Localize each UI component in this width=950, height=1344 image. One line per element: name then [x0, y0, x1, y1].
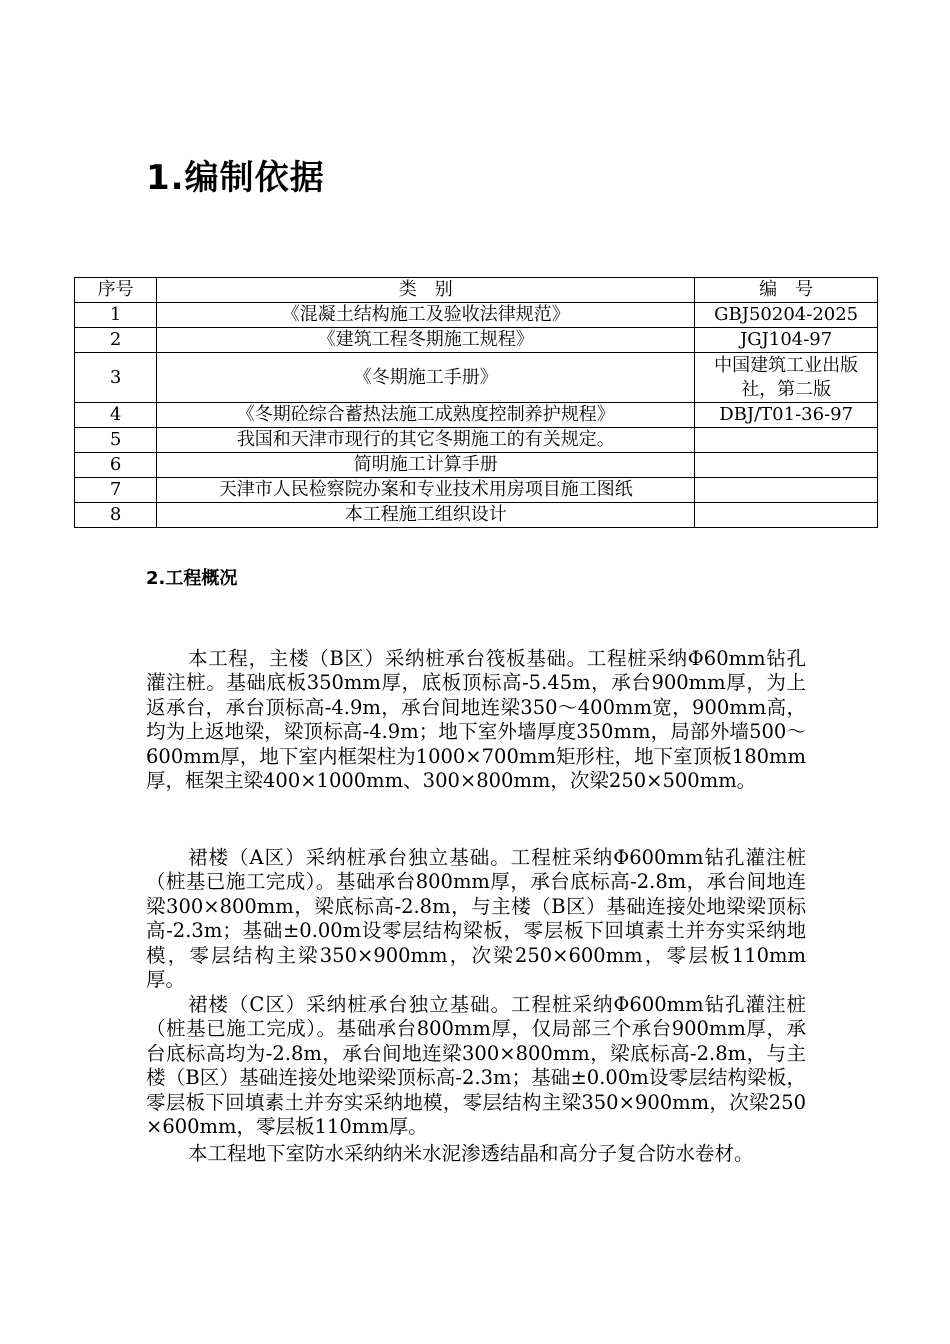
table-row [75, 403, 878, 428]
table-row [75, 428, 878, 453]
row-code: JGJ104-97 [695, 328, 878, 353]
row-code: DBJ/T01-36-97 [695, 403, 878, 428]
row-category: 简明施工计算手册 [157, 453, 695, 478]
table-row [75, 478, 878, 503]
row-category: 《建筑工程冬期施工规程》 [157, 328, 695, 353]
table-row [75, 328, 878, 353]
row-code [695, 453, 878, 478]
header-number: 序号 [75, 278, 157, 303]
table-row [75, 453, 878, 478]
row-category: 天津市人民检察院办案和专业技术用房项目施工图纸 [157, 478, 695, 503]
paragraph-waterproofing: 本工程地下室防水采纳纳米水泥渗透结晶和高分子复合防水卷材。 [188, 1142, 754, 1165]
reference-table [74, 277, 878, 528]
paragraph-podium-c: 裙楼（C区）采纳桩承台独立基础。工程桩采纳Φ600mm钻孔灌注桩（桩基已施工完成）。基础承台800mm厚，仅局部三个承台900mm厚，承台底标高均为-2.8m，承台间地连梁300×800mm，梁底标高-2.8m，与主楼（B区）基础连接处地梁梁顶标高-2.3m；基础±0.00m设零层结构梁板，零层板下回填素土并夯实采纳地模，零层结构主梁350×900mm，次梁250×600mm，零层板110mm厚。 [146, 993, 806, 1139]
row-number: 5 [75, 428, 157, 453]
table-row [75, 303, 878, 328]
row-category: 本工程施工组织设计 [157, 503, 695, 528]
row-number: 4 [75, 403, 157, 428]
paragraph-podium-a: 裙楼（A区）采纳桩承台独立基础。工程桩采纳Φ600mm钻孔灌注桩（桩基已施工完成）。基础承台800mm厚，承台底标高-2.8m，承台间地连梁300×800mm，梁底标高-2.8m，与主楼（B区）基础连接处地梁梁顶标高-2.3m；基础±0.00m设零层结构梁板，零层板下回填素土并夯实采纳地模，零层结构主梁350×900mm，次梁250×600mm，零层板110mm厚。 [146, 846, 806, 992]
row-number: 7 [75, 478, 157, 503]
table-header-row [75, 278, 878, 303]
row-category: 《冬期砼综合蓄热法施工成熟度控制养护规程》 [157, 403, 695, 428]
row-category: 《混凝土结构施工及验收法律规范》 [157, 303, 695, 328]
row-number: 2 [75, 328, 157, 353]
row-code [695, 428, 878, 453]
row-code [695, 503, 878, 528]
row-category: 《冬期施工手册》 [157, 353, 695, 403]
row-number: 8 [75, 503, 157, 528]
row-code: GBJ50204-2025 [695, 303, 878, 328]
row-code: 中国建筑工业出版社，第二版 [695, 353, 878, 403]
row-number: 6 [75, 453, 157, 478]
row-category: 我国和天津市现行的其它冬期施工的有关规定。 [157, 428, 695, 453]
header-code: 编 号 [695, 278, 878, 303]
header-category: 类 别 [157, 278, 695, 303]
table-row [75, 503, 878, 528]
section-1-title: 1.编制依据 [146, 158, 325, 198]
paragraph-main-building: 本工程，主楼（B区）采纳桩承台筏板基础。工程桩采纳Φ60mm钻孔灌注桩。基础底板350mm厚，底板顶标高-5.45m，承台900mm厚，为上返承台，承台顶标高-4.9m，承台间地连梁350～400mm宽，900mm高，均为上返地梁，梁顶标高-4.9m；地下室外墙厚度350mm，局部外墙500～600mm厚，地下室内框架柱为1000×700mm矩形柱，地下室顶板180mm厚，框架主梁400×1000mm、300×800mm，次梁250×500mm。 [146, 647, 806, 793]
row-code [695, 478, 878, 503]
row-number: 3 [75, 353, 157, 403]
section-2-title: 2.工程概况 [146, 568, 238, 589]
table-row [75, 353, 878, 403]
row-number: 1 [75, 303, 157, 328]
